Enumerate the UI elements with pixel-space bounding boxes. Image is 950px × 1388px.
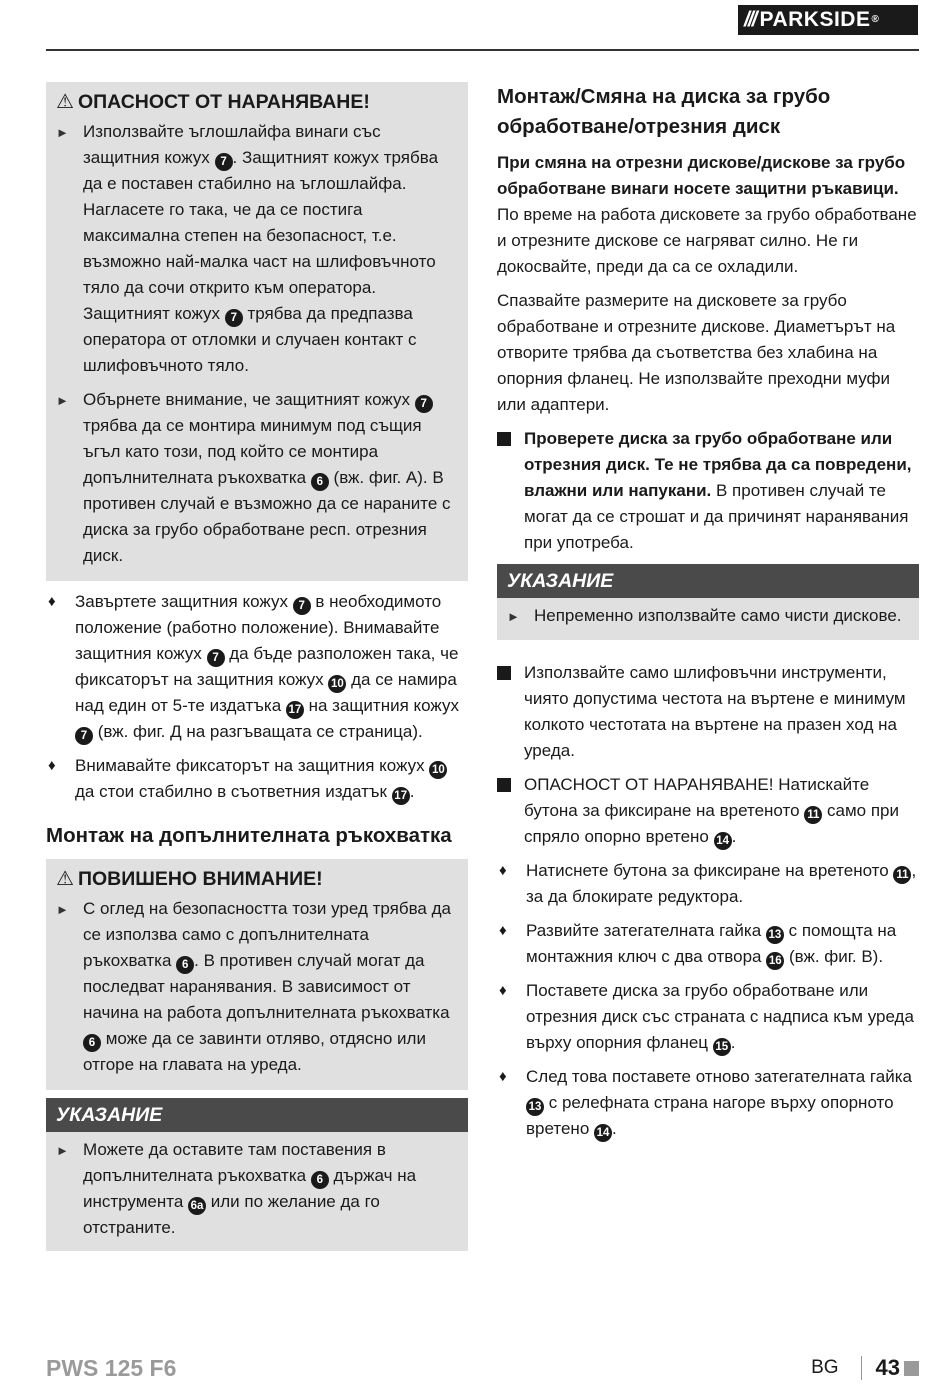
reference-number: 7 [207, 649, 225, 667]
reference-number: 7 [75, 727, 93, 745]
list-item [507, 603, 907, 630]
diamond-bullet-icon: ♦ [48, 757, 56, 774]
list-item-text: След това поставете отново затегателната гайка 13 с релефната страна нагоре върху опорното вретено 14 . [526, 1064, 919, 1142]
reference-number: 14 [714, 832, 732, 850]
list-item [497, 1064, 919, 1142]
reference-number: 7 [293, 597, 311, 615]
reference-number: 6a [188, 1197, 206, 1215]
reference-number: 13 [766, 926, 784, 944]
reference-number: 7 [415, 395, 433, 413]
list-item-text: Можете да оставите там поставения в допълнителната ръкохватка 6 държач на инструмента 6a или по желание да го отстраните. [83, 1140, 417, 1237]
page-number: 43 [875, 1355, 900, 1380]
list-item-text: Използвайте само шлифовъчни инструменти, чиято допустима честота на въртене е минимум колкото честотата на въртене на празен ход на уреда. [524, 663, 906, 760]
list-item [497, 858, 919, 910]
warning-title: ⚠ ОПАСНОСТ ОТ НАРАНЯВАНЕ! [56, 91, 370, 113]
warning-triangle-icon: ⚠ [56, 91, 74, 113]
reference-number: 15 [713, 1038, 731, 1056]
left-column [46, 82, 468, 1263]
right-column [497, 82, 919, 1150]
registered-mark: ® [871, 14, 880, 25]
note-title: УКАЗАНИЕ [46, 1098, 468, 1132]
parkside-logo [738, 5, 918, 35]
note-body [497, 598, 919, 640]
reference-number: 10 [328, 675, 346, 693]
diamond-bullets [46, 589, 468, 805]
list-item-text: С оглед на безопасността този уред трябва да се използва само с допълнителната ръкохватка 6 . В противен случай могат да последват наранявания. В зависимост от начина на работа допълнителната ръкохватка 6 може да се завинти отляво, отдясно или отгоре на главата на уреда. [83, 899, 451, 1074]
list-item [56, 119, 456, 379]
list-item [497, 660, 919, 764]
diamond-bullet-icon: ♦ [48, 593, 56, 610]
arrow-bullet-icon: ► [56, 125, 69, 140]
diamond-bullet-icon: ♦ [499, 922, 507, 939]
square-bullet-icon [497, 778, 511, 792]
reference-number: 13 [526, 1098, 544, 1116]
list-item [497, 918, 919, 970]
warning-items [56, 896, 456, 1078]
reference-number: 11 [893, 866, 911, 884]
reference-number: 11 [804, 806, 822, 824]
footer-model: PWS 125 F6 [46, 1355, 177, 1381]
dimensions-paragraph: Спазвайте размерите на дисковете за грубо обработване и отрезните дискове. Диаметърът на отворите трябва да съответства без хлабина на опорния фланец. Не използвайте преходни муфи или адаптери. [497, 291, 896, 414]
footer-separator [861, 1356, 862, 1380]
list-item-text: Непременно използвайте само чисти дискове. [534, 606, 902, 625]
diamond-bullet-icon: ♦ [499, 1068, 507, 1085]
arrow-bullet-icon: ► [56, 902, 69, 917]
footer-right [811, 1353, 919, 1383]
warning-box-injury [46, 82, 468, 581]
list-item-text: Внимавайте фиксаторът на защитния кожух 10 да стои стабилно в съответния издатък 17 . [75, 753, 468, 805]
warning-items [56, 119, 456, 569]
list-item [56, 896, 456, 1078]
list-item [56, 1137, 456, 1241]
header-rule [46, 49, 919, 51]
arrow-bullet-icon: ► [56, 393, 69, 408]
square-bullets [497, 660, 919, 850]
reference-number: 16 [766, 952, 784, 970]
reference-number: 7 [225, 309, 243, 327]
note-box [497, 564, 919, 640]
reference-number: 7 [215, 153, 233, 171]
note-body [46, 1132, 468, 1251]
list-item-text: Използвайте ъглошлайфа винаги със защитния кожух 7 . Защитният кожух трябва да е поставен стабилно на ъглошлайфа. Нагласете го така, че да се постига максимална степен на безопасност, т.е. възможно най-малка част на шлифовъчното тяло да сочи открито към оператора. Защитният кожух 7 трябва да предпазва оператора от отломки и случаен контакт с шлифовъчното тяло. [83, 122, 439, 375]
warning-title: ⚠ ПОВИШЕНО ВНИМАНИЕ! [56, 868, 323, 890]
square-bullet-icon [497, 432, 511, 446]
list-item [497, 772, 919, 850]
list-item [497, 978, 919, 1056]
list-item-text: Завъртете защитния кожух 7 в необходимото положение (работно положение). Внимавайте защитния кожух 7 да бъде разположен така, че фиксаторът на защитния кожух 10 да се намира над един от 5-те издатъка 17 на защитния кожух 7 (вж. фиг. Д на разгъващата се страница). [75, 589, 468, 745]
arrow-bullet-icon: ► [56, 1143, 69, 1158]
reference-number: 17 [392, 787, 410, 805]
list-item-text: ОПАСНОСТ ОТ НАРАНЯВАНЕ! Натискайте бутона за фиксиране на вретеното 11 само при спряло опорно вретено 14 . [524, 772, 919, 850]
diamond-bullet-icon: ♦ [499, 982, 507, 999]
list-item [46, 753, 468, 805]
list-item [56, 387, 456, 569]
square-bullet-marker [497, 660, 524, 764]
diamond-bullets [497, 858, 919, 1142]
reference-number: 6 [83, 1034, 101, 1052]
reference-number: 6 [311, 473, 329, 491]
warning-triangle-icon: ⚠ [56, 868, 74, 890]
list-item-text: Обърнете внимание, че защитният кожух 7 трябва да се монтира минимум под същия ъгъл като този, под който се монтира допълнителната ръкохватка 6 (вж. фиг. A). В противен случай е възможно да се нараните с диска за грубо обработване респ. отрезния диск. [83, 390, 451, 565]
arrow-bullet-icon: ► [507, 609, 520, 624]
diamond-bullet-icon: ♦ [499, 862, 507, 879]
section-heading-handle: Монтаж на допълнителната ръкохватка [46, 824, 452, 847]
section-heading-disc: Монтаж/Смяна на диска за грубо обработване/отрезния диск [497, 85, 831, 138]
gloves-paragraph: При смяна на отрезни дискове/дискове за грубо обработване винаги носете защитни ръкавици. По време на работа дисковете за грубо обработване и отрезните дискове се нагряват силно. Не ги докосвайте, преди да са се охладили. [497, 153, 917, 276]
footer-language: BG [811, 1357, 839, 1378]
footer-square-icon [904, 1361, 919, 1376]
reference-number: 6 [176, 956, 194, 974]
square-bullet-icon [497, 666, 511, 680]
note-box [46, 1098, 468, 1251]
brand-mark: /// [744, 8, 756, 31]
reference-number: 10 [429, 761, 447, 779]
list-item-text: Поставете диска за грубо обработване или отрезния диск със страната с надписа към уреда върху опорния фланец 15 . [526, 978, 919, 1056]
warning-box-caution [46, 859, 468, 1090]
reference-number: 6 [311, 1171, 329, 1189]
brand-name: PARKSIDE [759, 8, 871, 31]
reference-number: 14 [594, 1124, 612, 1142]
list-item [46, 589, 468, 745]
reference-number: 17 [286, 701, 304, 719]
list-item-text: Натиснете бутона за фиксиране на вретеното 11 , за да блокирате редуктора. [526, 861, 917, 906]
square-bullet-marker [497, 772, 524, 850]
note-title: УКАЗАНИЕ [497, 564, 919, 598]
square-bullet-item: Проверете диска за грубо обработване или отрезния диск. Те не трябва да са повредени, влажни или напукани. В противен случай те могат да се строшат и да причинят наранявания при употреба. [497, 426, 919, 556]
list-item-text: Развийте затегателната гайка 13 с помощта на монтажния ключ с два отвора 16 (вж. фиг. B). [526, 918, 919, 970]
